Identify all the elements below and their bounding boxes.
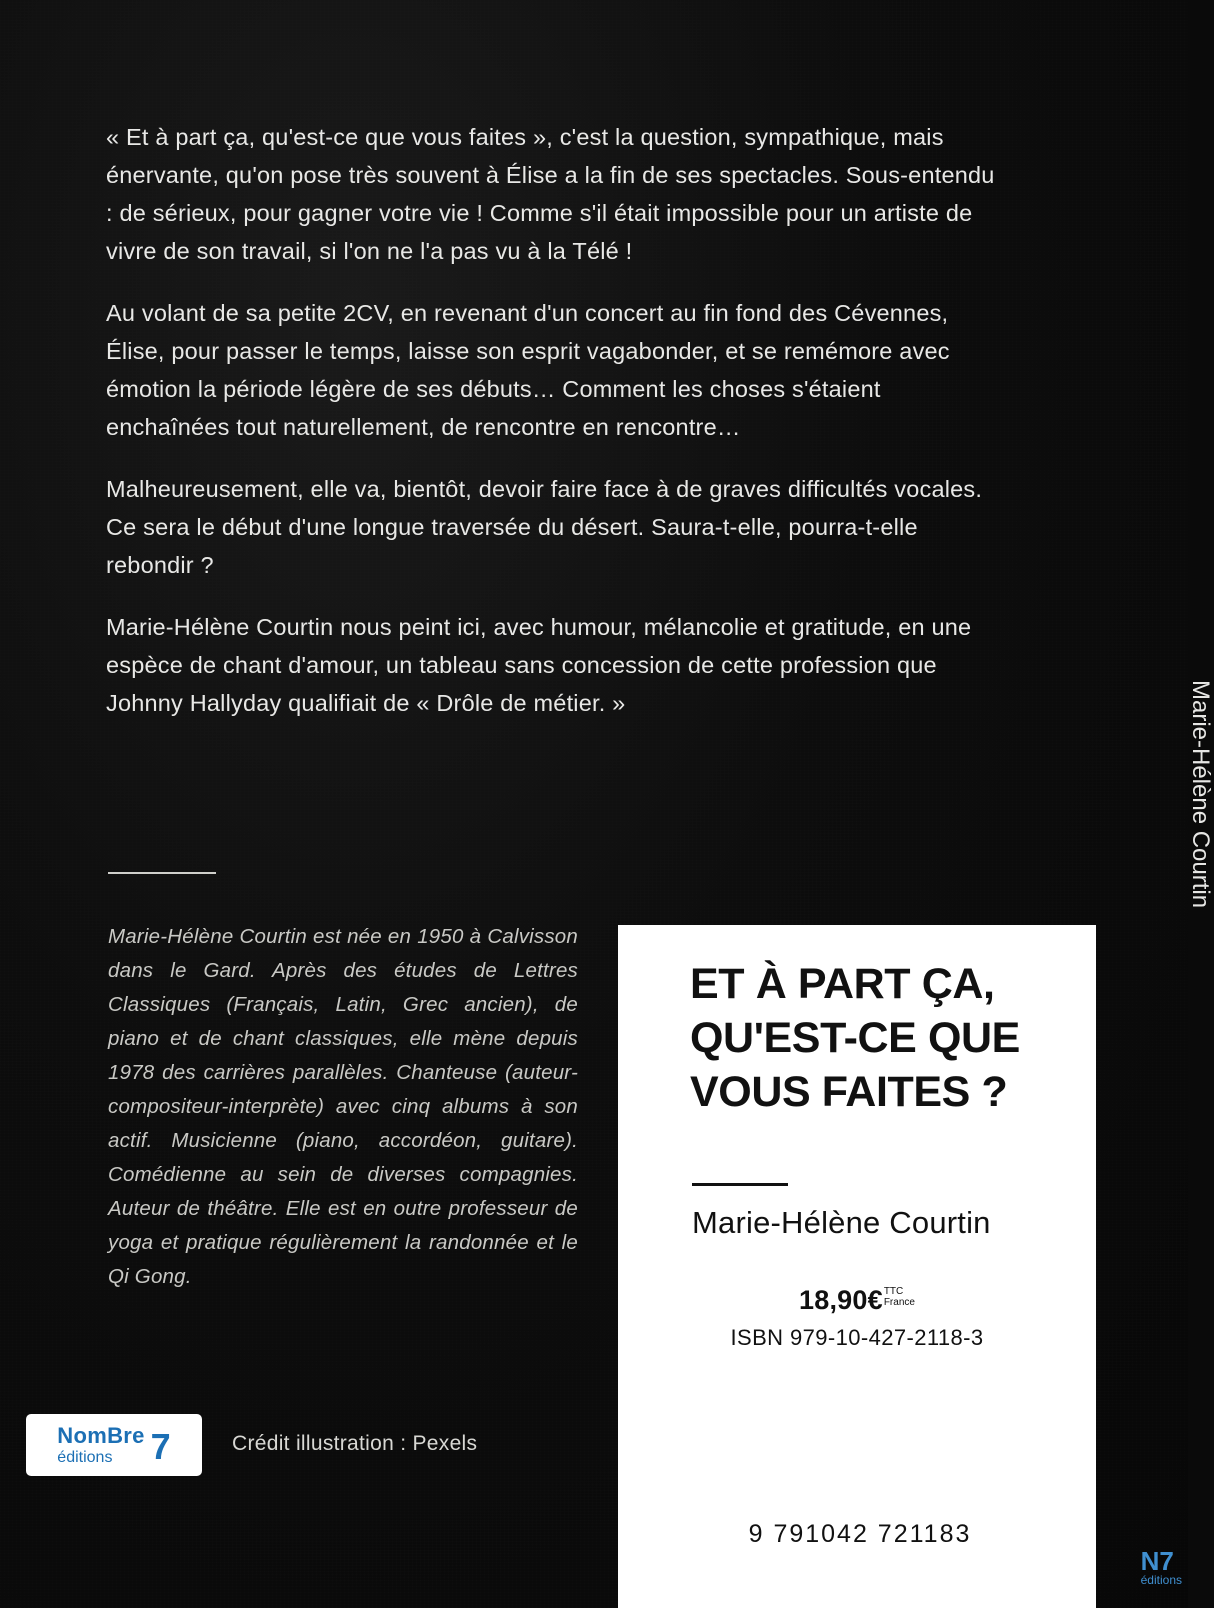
price-note [884,1286,915,1308]
author-bio: Marie-Hélène Courtin est née en 1950 à Calvisson dans le Gard. Après des études de Lettres Classiques (Français, Latin, Grec ancien), de piano et de chant classiques, elle mène depuis 1978 des carrières parallèles. Chanteuse (auteur-compositeur-interprète) avec cinq albums à son actif. Musicienne (piano, accordéon, guitare). Comédienne au sein de diverses compagnies. Auteur de théâtre. Elle est en outre professeur de yoga et pratique régulièrement la randonnée et le Qi Gong. [108,925,578,1288]
book-author: Marie-Hélène Courtin [692,1205,991,1240]
publisher-number: 7 [150,1426,171,1467]
blurb-paragraph: « Et à part ça, qu'est-ce que vous faites », c'est la question, sympathique, mais énervante, qu'on pose très souvent à Élise a la fin de ses spectacles. Sous-entendu : de sérieux, pour gagner votre vie ! Comme s'il était impossible pour un artiste de vivre de son travail, si l'on ne l'a pas vu à la Télé ! [106,124,995,264]
spine-publisher-mark [1141,1548,1182,1586]
blurb-paragraph: Marie-Hélène Courtin nous peint ici, avec humour, mélancolie et gratitude, en une espèce de chant d'amour, un tableau sans concession de cette profession que Johnny Hallyday qualifiait de « Drôle de métier. » [106,614,972,716]
blurb-paragraph: Malheureusement, elle va, bientôt, devoir faire face à de graves difficultés vocales. Ce sera le début d'une longue traversée du désert. Saura-t-elle, pourra-t-elle rebondir ? [106,476,983,578]
price-note-line2: France [883,1297,915,1308]
barcode-number: 9 791042 721183 [748,1520,972,1548]
bio-divider [108,872,216,874]
isbn-text: ISBN 979-10-427-2118-3 [730,1325,984,1350]
blurb-paragraph: Au volant de sa petite 2CV, en revenant d'un concert au fin fond des Cévennes, Élise, pour passer le temps, laisse son esprit vagabonder, et se remémore avec émotion la période légère de ses débuts… Comment les choses s'étaient enchaînées tout naturellement, de rencontre en rencontre… [106,300,950,440]
price-row [618,1285,1096,1316]
barcode [740,1366,980,1549]
barcode-bars [740,1366,980,1518]
back-cover-blurb [106,118,996,722]
spine-publisher-subtitle: éditions [1140,1573,1182,1587]
price-value: 18,90€ [799,1285,883,1315]
spine-publisher-initials: N7 [1140,1546,1174,1576]
book-title: ET À PART ÇA, QU'EST-CE QUE VOUS FAITES ? [690,960,1020,1116]
illustration-credit: Crédit illustration : Pexels [232,1432,478,1455]
price-note-line1: TTC [883,1286,904,1297]
publisher-subtitle: éditions [57,1448,113,1466]
spine-author: Marie-Hélène Courtin [1187,680,1214,909]
title-divider [692,1183,788,1186]
publisher-name: NomBre [57,1422,145,1448]
publisher-logo [26,1414,202,1476]
front-cover-panel [618,925,1096,1608]
